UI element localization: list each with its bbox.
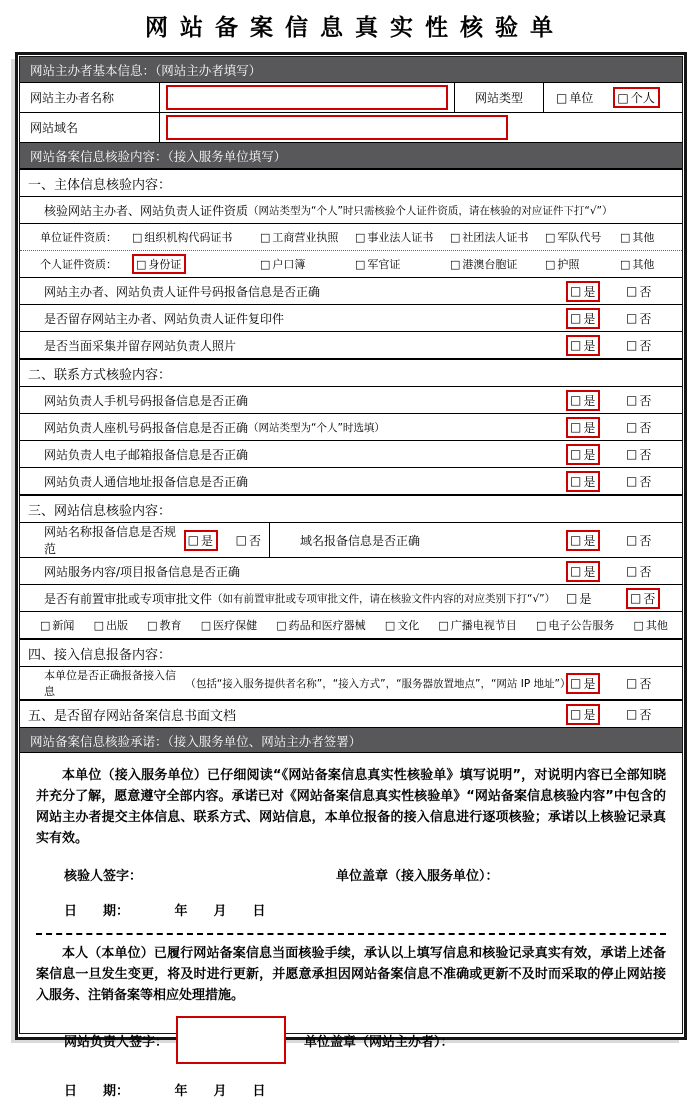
site-type-unit-checkbox[interactable]: [556, 89, 593, 106]
question-row: [20, 331, 682, 358]
checkbox-icon: □: [570, 676, 582, 690]
unit-cert-label: 单位证件资质：: [40, 231, 117, 244]
no-label: 否: [639, 447, 652, 462]
checkbox-icon: □: [617, 90, 629, 105]
checkbox-icon: □: [355, 230, 366, 244]
checkbox-icon: □: [626, 338, 638, 352]
yes-checkbox[interactable]: [566, 704, 600, 725]
site-type-personal-checkbox[interactable]: [613, 87, 659, 108]
no-checkbox[interactable]: [626, 473, 651, 490]
category-row: [20, 611, 682, 638]
question-text: 域名报备信息是否正确: [300, 533, 421, 548]
category-label: 药品和医疗器械: [288, 619, 366, 632]
institution-cert-checkbox[interactable]: [355, 229, 450, 245]
yes-checkbox[interactable]: [566, 673, 600, 694]
question-text: 本单位是否正确报备接入信息: [44, 669, 176, 698]
site-type-label: 网站类型: [454, 83, 543, 112]
category-label: 广播电视节目: [450, 619, 517, 632]
yes-checkbox[interactable]: [184, 530, 218, 551]
yes-checkbox[interactable]: [566, 308, 600, 329]
question-row: [20, 277, 682, 304]
question-text: 网站名称报备信息是否规范: [44, 525, 177, 556]
option-label: 组织机构代码证书: [144, 231, 233, 244]
category-other-checkbox[interactable]: [634, 617, 668, 633]
business-license-checkbox[interactable]: [260, 229, 355, 245]
checkbox-icon: □: [545, 230, 556, 244]
checkbox-icon: □: [626, 564, 638, 578]
unit-seal-isp-label: 单位盖章（接入服务单位）：: [336, 869, 499, 884]
question-note: （包括“接入服务提供者名称”，“接入方式”，“服务器放置地点”，“网站 IP 地址”）: [185, 677, 571, 690]
checkbox-icon: □: [450, 230, 461, 244]
no-label: 否: [639, 533, 652, 548]
checkbox-icon: □: [187, 533, 199, 547]
no-label: 否: [639, 707, 652, 722]
org-code-cert-checkbox[interactable]: [132, 229, 260, 245]
yes-checkbox[interactable]: [566, 390, 600, 411]
no-label: 否: [639, 474, 652, 489]
checkbox-icon: □: [630, 591, 642, 605]
checkbox-icon: □: [626, 447, 638, 461]
question-row: [20, 386, 682, 413]
no-checkbox[interactable]: [626, 310, 651, 327]
no-label: 否: [639, 676, 652, 691]
checkbox-icon: □: [626, 533, 638, 547]
yes-label: 是: [583, 447, 596, 462]
question-text: 网站主办者、网站负责人证件号码报备信息是否正确: [44, 284, 321, 299]
question-note: （如有前置审批或专项审批文件，请在核验文件内容的对应类别下打“√”）: [212, 592, 556, 605]
category-label: 出版: [105, 619, 128, 632]
no-label: 否: [639, 284, 652, 299]
name-domain-row: [20, 522, 682, 557]
question-text: 五、是否留存网站备案信息书面文档: [28, 708, 237, 724]
no-label: 否: [639, 564, 652, 579]
no-checkbox[interactable]: [626, 283, 651, 300]
unit-cert-row: [20, 223, 682, 250]
no-label: 否: [639, 338, 652, 353]
personal-cert-label: 个人证件资质：: [40, 258, 117, 271]
checkbox-icon: □: [570, 707, 582, 721]
yes-label: 是: [583, 311, 596, 326]
page-title: 网 站 备 案 信 息 真 实 性 核 验 单: [144, 15, 556, 41]
option-label: 其他: [632, 258, 655, 271]
yes-label: 是: [583, 420, 596, 435]
section-title-contact-info: 二、联系方式核验内容：: [20, 358, 682, 386]
option-label: 护照: [557, 258, 580, 271]
yes-label: 是: [583, 474, 596, 489]
option-label: 军队代号: [557, 231, 602, 244]
question-text: 网站负责人手机号码报备信息是否正确: [44, 393, 249, 408]
checkbox-icon: □: [626, 474, 638, 488]
no-checkbox[interactable]: [626, 446, 651, 463]
social-org-cert-checkbox[interactable]: [450, 229, 545, 245]
responsible-sign-label: 网站负责人签字：: [64, 1034, 169, 1050]
question-row: [20, 304, 682, 331]
yes-label: 是: [200, 533, 213, 548]
question-text: 是否当面采集并留存网站负责人照片: [44, 338, 237, 353]
checkbox-icon: □: [570, 564, 582, 578]
checkbox-icon: □: [450, 257, 461, 271]
option-label: 身份证: [148, 258, 182, 271]
checkbox-icon: □: [260, 230, 271, 244]
access-info-row: [20, 666, 682, 699]
hk-mo-tw-permit-checkbox[interactable]: [450, 256, 545, 272]
checkbox-icon: □: [235, 533, 247, 547]
unit-other-checkbox[interactable]: [620, 229, 682, 245]
checkbox-icon: □: [438, 618, 449, 632]
checkbox-icon: □: [535, 618, 547, 632]
section-header-basic-info: 网站主办者基本信息：（网站主办者填写）: [20, 57, 682, 82]
no-label: 否: [639, 420, 652, 435]
yes-checkbox[interactable]: [566, 281, 600, 302]
category-education-checkbox[interactable]: [147, 617, 181, 633]
isp-commitment-paragraph: 本单位（接入服务单位）已仔细阅读“《网站备案信息真实性核验单》填写说明”，对说明内容已全部知晓并充分了解，愿意遵守全部内容。承诺已对《网站备案信息真实性核验单》“网站备案信息核验内容”中包含的网站主办者提交主体信息、联系方式、网站信息，本单位报备的接入信息进行逐项核验；承诺以上核验记录真实有效。: [36, 768, 666, 846]
checkbox-icon: □: [276, 618, 287, 632]
yes-label: 是: [583, 676, 596, 691]
checkbox-icon: □: [570, 474, 582, 488]
id-card-checkbox[interactable]: [132, 254, 186, 274]
checkbox-icon: □: [626, 393, 638, 407]
option-label: 其他: [632, 231, 655, 244]
site-type-unit-label: 单位: [569, 91, 594, 105]
military-officer-cert-checkbox[interactable]: [355, 256, 450, 272]
category-broadcast-tv-checkbox[interactable]: [438, 617, 516, 633]
no-checkbox[interactable]: [626, 419, 651, 436]
no-checkbox[interactable]: [626, 563, 651, 580]
yes-checkbox[interactable]: [566, 530, 600, 551]
organizer-name-label: 网站主办者名称: [20, 83, 160, 112]
no-checkbox[interactable]: [626, 337, 651, 354]
household-register-checkbox[interactable]: [260, 256, 355, 272]
section-title-paper-archive: [20, 699, 682, 727]
checkbox-icon: □: [626, 676, 638, 690]
category-culture-checkbox[interactable]: [385, 617, 419, 633]
commitment-block: [20, 752, 682, 1105]
question-note: （网站类型为“个人”时选填）: [248, 421, 385, 434]
yes-checkbox[interactable]: [566, 590, 591, 607]
checkbox-icon: □: [620, 230, 631, 244]
military-code-checkbox[interactable]: [545, 229, 620, 245]
no-checkbox[interactable]: [626, 532, 651, 549]
question-text: 是否留存网站主办者、网站负责人证件复印件: [44, 311, 285, 326]
cert-note-paren: （网站类型为“个人”时只需核验个人证件资质，请在核验的对应证件下打“√”）: [248, 204, 613, 217]
cert-qualification-note-row: [20, 196, 682, 223]
option-label: 工商营业执照: [272, 231, 339, 244]
yes-checkbox[interactable]: [566, 417, 600, 438]
checkbox-icon: □: [40, 618, 51, 632]
checkbox-icon: □: [633, 618, 644, 632]
question-text: 是否有前置审批或专项审批文件: [44, 591, 213, 606]
form-table: [15, 52, 687, 1099]
organizer-name-input[interactable]: [166, 85, 448, 110]
no-checkbox[interactable]: [626, 392, 651, 409]
question-row: [20, 440, 682, 467]
category-news-checkbox[interactable]: [40, 617, 74, 633]
question-row: [20, 557, 682, 584]
no-label: 否: [643, 591, 656, 606]
domain-row: [20, 112, 682, 142]
checkbox-icon: □: [570, 338, 582, 352]
checkbox-icon: □: [93, 618, 104, 632]
organizer-commitment-paragraph: 本人（本单位）已履行网站备案信息当面核验手续，承认以上填写信息和核验记录真实有效，承诺上述备案信息一旦发生变更，将及时进行更新，并愿意承担因网站备案信息不准确或更新不及时而采取的停止网站接入服务、注销备案等相应处理措施。: [36, 946, 666, 1003]
yes-label: 是: [583, 338, 596, 353]
checkbox-icon: □: [570, 284, 582, 298]
option-label: 户口簿: [272, 258, 306, 271]
yes-checkbox[interactable]: [566, 335, 600, 356]
yes-checkbox[interactable]: [566, 444, 600, 465]
question-text: 网站负责人座机号码报备信息是否正确: [44, 420, 249, 435]
checkbox-icon: □: [136, 257, 147, 271]
category-label: 教育: [159, 619, 182, 632]
site-type-personal-label: 个人: [630, 91, 655, 105]
checkbox-icon: □: [384, 618, 396, 632]
checkbox-icon: □: [355, 257, 366, 271]
checkbox-icon: □: [556, 90, 568, 105]
checkbox-icon: □: [626, 284, 638, 298]
question-text: 网站服务内容/项目报备信息是否正确: [44, 564, 241, 579]
checkbox-icon: □: [570, 533, 582, 547]
no-label: 否: [639, 393, 652, 408]
no-checkbox[interactable]: [626, 706, 651, 723]
checkbox-icon: □: [147, 618, 158, 632]
no-label: 否: [639, 311, 652, 326]
option-label: 事业法人证书: [367, 231, 434, 244]
section-header-verify-content: 网站备案信息核验内容：（接入服务单位填写）: [20, 142, 682, 168]
verifier-sign-label[interactable]: 核验人签字：: [64, 869, 143, 884]
checkbox-icon: □: [200, 618, 212, 632]
unit-seal-organizer-label: 单位盖章（网站主办者）：: [304, 1034, 454, 1050]
no-checkbox[interactable]: [236, 532, 261, 549]
yes-label: 是: [583, 564, 596, 579]
responsible-sign-line: [64, 1016, 668, 1064]
question-text: 网站负责人电子邮箱报备信息是否正确: [44, 447, 249, 462]
checkbox-icon: □: [620, 257, 631, 271]
category-label: 文化: [397, 619, 420, 632]
cert-note-text: 核验网站主办者、网站负责人证件资质: [44, 203, 249, 218]
category-publishing-checkbox[interactable]: [94, 617, 128, 633]
category-label: 其他: [645, 619, 668, 632]
passport-checkbox[interactable]: [545, 256, 620, 272]
category-label: 医疗保健: [213, 619, 258, 632]
option-label: 港澳台胞证: [462, 258, 518, 271]
checkbox-icon: □: [570, 420, 582, 434]
yes-label: 是: [583, 707, 596, 722]
category-bbs-checkbox[interactable]: [536, 617, 614, 633]
yes-label: 是: [583, 393, 596, 408]
section-title-website-info: 三、网站信息核验内容：: [20, 494, 682, 522]
checkbox-icon: □: [570, 311, 582, 325]
personal-other-checkbox[interactable]: [620, 256, 682, 272]
section-title-subject-info: 一、主体信息核验内容：: [20, 168, 682, 196]
question-row: [20, 413, 682, 440]
checkbox-icon: □: [570, 447, 582, 461]
checkbox-icon: □: [570, 393, 582, 407]
section-header-commitment: 网站备案信息核验承诺：（接入服务单位、网站主办者签署）: [20, 727, 682, 753]
yes-checkbox[interactable]: [566, 561, 600, 582]
question-row: [20, 467, 682, 494]
option-label: 军官证: [367, 258, 401, 271]
dashed-divider: [36, 933, 666, 935]
date-line-organizer[interactable]: 日 期： 年 月 日: [64, 1084, 266, 1099]
checkbox-icon: □: [132, 230, 143, 244]
yes-label: 是: [583, 284, 596, 299]
domain-label: 网站域名: [20, 113, 160, 142]
question-text: 网站负责人通信地址报备信息是否正确: [44, 474, 249, 489]
category-healthcare-checkbox[interactable]: [201, 617, 257, 633]
yes-checkbox[interactable]: [566, 471, 600, 492]
option-label: 社团法人证书: [462, 231, 529, 244]
section-title-access-info: 四、接入信息报备内容：: [20, 638, 682, 666]
responsible-signature-box[interactable]: [176, 1016, 286, 1064]
no-checkbox[interactable]: [626, 588, 660, 609]
preapproval-row: [20, 584, 682, 611]
category-label: 新闻: [52, 619, 75, 632]
checkbox-icon: □: [626, 707, 638, 721]
verifier-sign-line: [64, 865, 668, 884]
checkbox-icon: □: [260, 257, 271, 271]
category-pharma-devices-checkbox[interactable]: [276, 617, 365, 633]
checkbox-icon: □: [545, 257, 556, 271]
checkbox-icon: □: [566, 591, 578, 605]
no-checkbox[interactable]: [626, 675, 651, 692]
personal-cert-row: [20, 250, 682, 277]
checkbox-icon: □: [626, 420, 638, 434]
checkbox-icon: □: [626, 311, 638, 325]
yes-label: 是: [579, 591, 592, 606]
domain-input[interactable]: [166, 115, 508, 140]
category-label: 电子公告服务: [548, 619, 615, 632]
date-line-isp[interactable]: 日 期： 年 月 日: [64, 904, 266, 919]
yes-label: 是: [583, 533, 596, 548]
organizer-name-row: [20, 82, 682, 112]
no-label: 否: [248, 533, 261, 548]
